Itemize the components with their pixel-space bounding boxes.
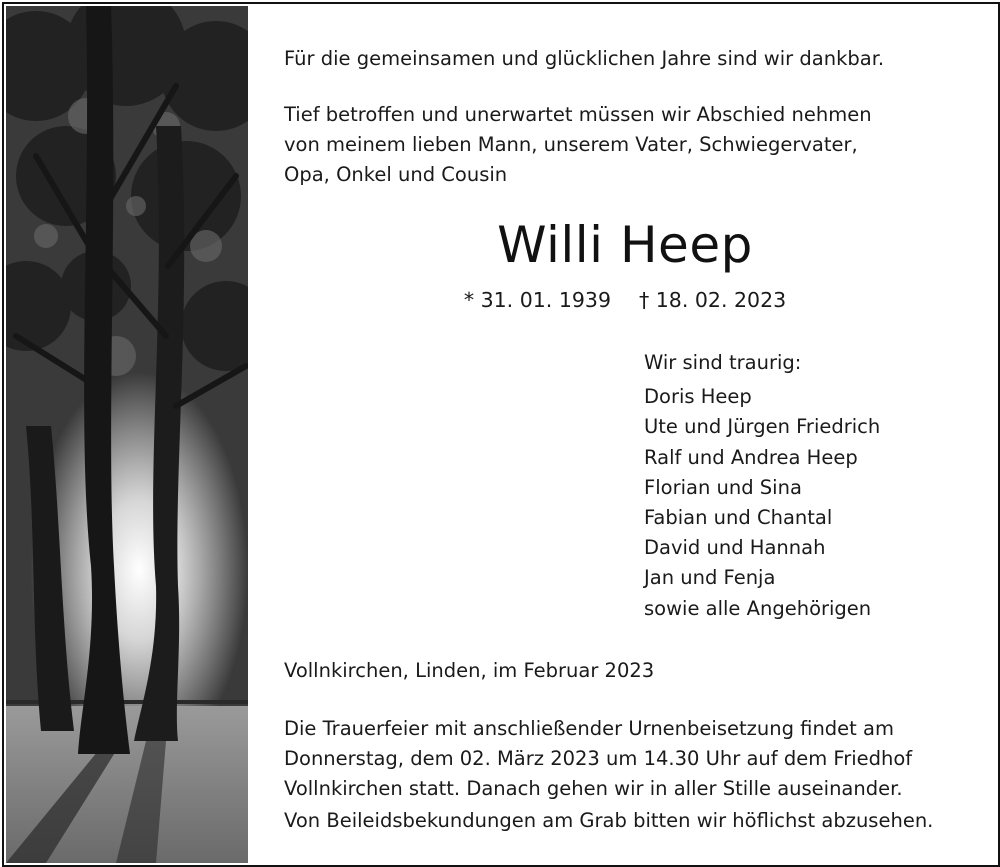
obituary-notice: [2, 2, 1000, 867]
mourner-name: Florian und Sina: [644, 475, 802, 499]
announcement-line: Tief betroffen und unerwartet müssen wir Abschied nehmen: [284, 103, 872, 126]
mourner-name: Doris Heep: [644, 385, 752, 409]
mourner-name: Ute und Jürgen Friedrich: [644, 415, 881, 439]
announcement-line: von meinem lieben Mann, unserem Vater, Schwiegervater,: [284, 133, 858, 156]
service-line: Donnerstag, dem 02. März 2023 um 14.30 Uhr auf dem Friedhof: [284, 747, 913, 770]
death-date: † 18. 02. 2023: [639, 288, 787, 312]
life-dates: [252, 285, 998, 315]
condolence-request: Von Beileidsbekundungen am Grab bitten wir höflichst abzusehen.: [284, 809, 934, 832]
service-line: Vollnkirchen statt. Danach gehen wir in aller Stille auseinander.: [284, 777, 903, 800]
funeral-service-info: [284, 714, 912, 804]
mourner-name: Ralf und Andrea Heep: [644, 445, 858, 469]
service-line: Die Trauerfeier mit anschließender Urnenbeisetzung findet am: [284, 717, 894, 740]
deceased-name: Willi Heep: [497, 216, 753, 274]
announcement-line: Opa, Onkel und Cousin: [284, 163, 508, 186]
mourner-name: sowie alle Angehörigen: [644, 596, 872, 620]
tree-photo-illustration: [6, 6, 248, 863]
mourner-name: Fabian und Chantal: [644, 506, 833, 530]
announcement-text: [284, 100, 872, 190]
mourner-name: Jan und Fenja: [644, 566, 776, 590]
mourner-name: David und Hannah: [644, 536, 826, 560]
place-and-date: Vollnkirchen, Linden, im Februar 2023: [284, 659, 655, 682]
mourners-list: [644, 348, 880, 624]
tree-photo: [6, 6, 248, 863]
intro-text: Für die gemeinsamen und glücklichen Jahre sind wir dankbar.: [284, 47, 885, 70]
birth-date: * 31. 01. 1939: [463, 288, 611, 312]
mourners-heading: Wir sind traurig:: [644, 351, 802, 374]
